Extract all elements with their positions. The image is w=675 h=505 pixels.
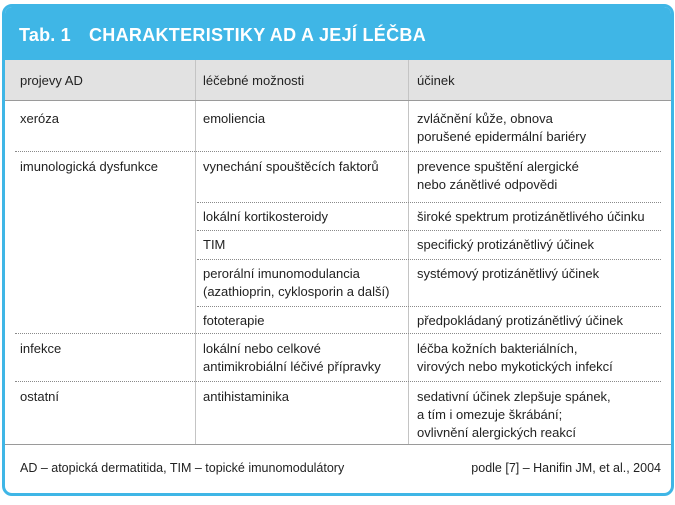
cell-moznost: perorální imunomodulancia (203, 266, 360, 281)
cell-ucinek: specifický protizánětlivý účinek (417, 237, 595, 252)
cell-moznost: fototerapie (203, 313, 265, 328)
row-separator (197, 306, 661, 307)
cell-moznost: antimikrobiální léčivé přípravky (203, 359, 381, 374)
header-moznosti: léčebné možnosti (203, 73, 305, 88)
cell-ucinek: ovlivnění alergických reakcí (417, 425, 576, 440)
cell-ucinek: a tím i omezuje škrábání; (417, 407, 563, 422)
header-ucinek: účinek (417, 73, 455, 88)
table-number: Tab. 1 (19, 25, 71, 45)
footnote-source: podle [7] – Hanifin JM, et al., 2004 (471, 461, 661, 475)
cell-moznost: antihistaminika (203, 389, 289, 404)
cell-moznost: emoliencia (203, 111, 266, 126)
row-separator (15, 151, 661, 152)
cell-projev: infekce (20, 341, 62, 356)
column-divider (408, 60, 409, 444)
cell-ucinek: systémový protizánětlivý účinek (417, 266, 600, 281)
row-separator (197, 230, 661, 231)
cell-moznost: lokální kortikosteroidy (203, 209, 328, 224)
row-separator (15, 333, 661, 334)
cell-moznost: lokální nebo celkové (203, 341, 321, 356)
cell-projev: xeróza (20, 111, 60, 126)
cell-moznost: vynechání spouštěcích faktorů (203, 159, 379, 174)
row-separator (15, 381, 661, 382)
header-bottom-line (5, 100, 671, 101)
cell-ucinek: předpokládaný protizánětlivý účinek (417, 313, 623, 328)
cell-moznost: TIM (203, 237, 226, 252)
cell-ucinek: nebo zánětlivé odpovědi (417, 177, 558, 192)
cell-ucinek: široké spektrum protizánětlivého účinku (417, 209, 645, 224)
cell-ucinek: léčba kožních bakteriálních, (417, 341, 578, 356)
cell-ucinek: porušené epidermální bariéry (417, 129, 587, 144)
table-bottom-line (5, 444, 671, 445)
column-divider (195, 60, 196, 444)
cell-projev: ostatní (20, 389, 60, 404)
row-separator (197, 202, 661, 203)
table-title: CHARAKTERISTIKY AD A JEJÍ LÉČBA (89, 25, 426, 45)
cell-projev: imunologická dysfunkce (20, 159, 159, 174)
cell-ucinek: sedativní účinek zlepšuje spánek, (417, 389, 611, 404)
header-projevy: projevy AD (20, 73, 83, 88)
cell-ucinek: virových nebo mykotických infekcí (417, 359, 613, 374)
table-header (5, 60, 671, 100)
cell-moznost: (azathioprin, cyklosporin a další) (203, 284, 390, 299)
footnote-abbreviations: AD – atopická dermatitida, TIM – topické imunomodulátory (20, 461, 345, 475)
row-separator (197, 259, 661, 260)
table-title-bar (5, 7, 671, 60)
cell-ucinek: zvláčnění kůže, obnova (417, 111, 553, 126)
table-frame (2, 4, 674, 496)
cell-ucinek: prevence spuštění alergické (417, 159, 579, 174)
